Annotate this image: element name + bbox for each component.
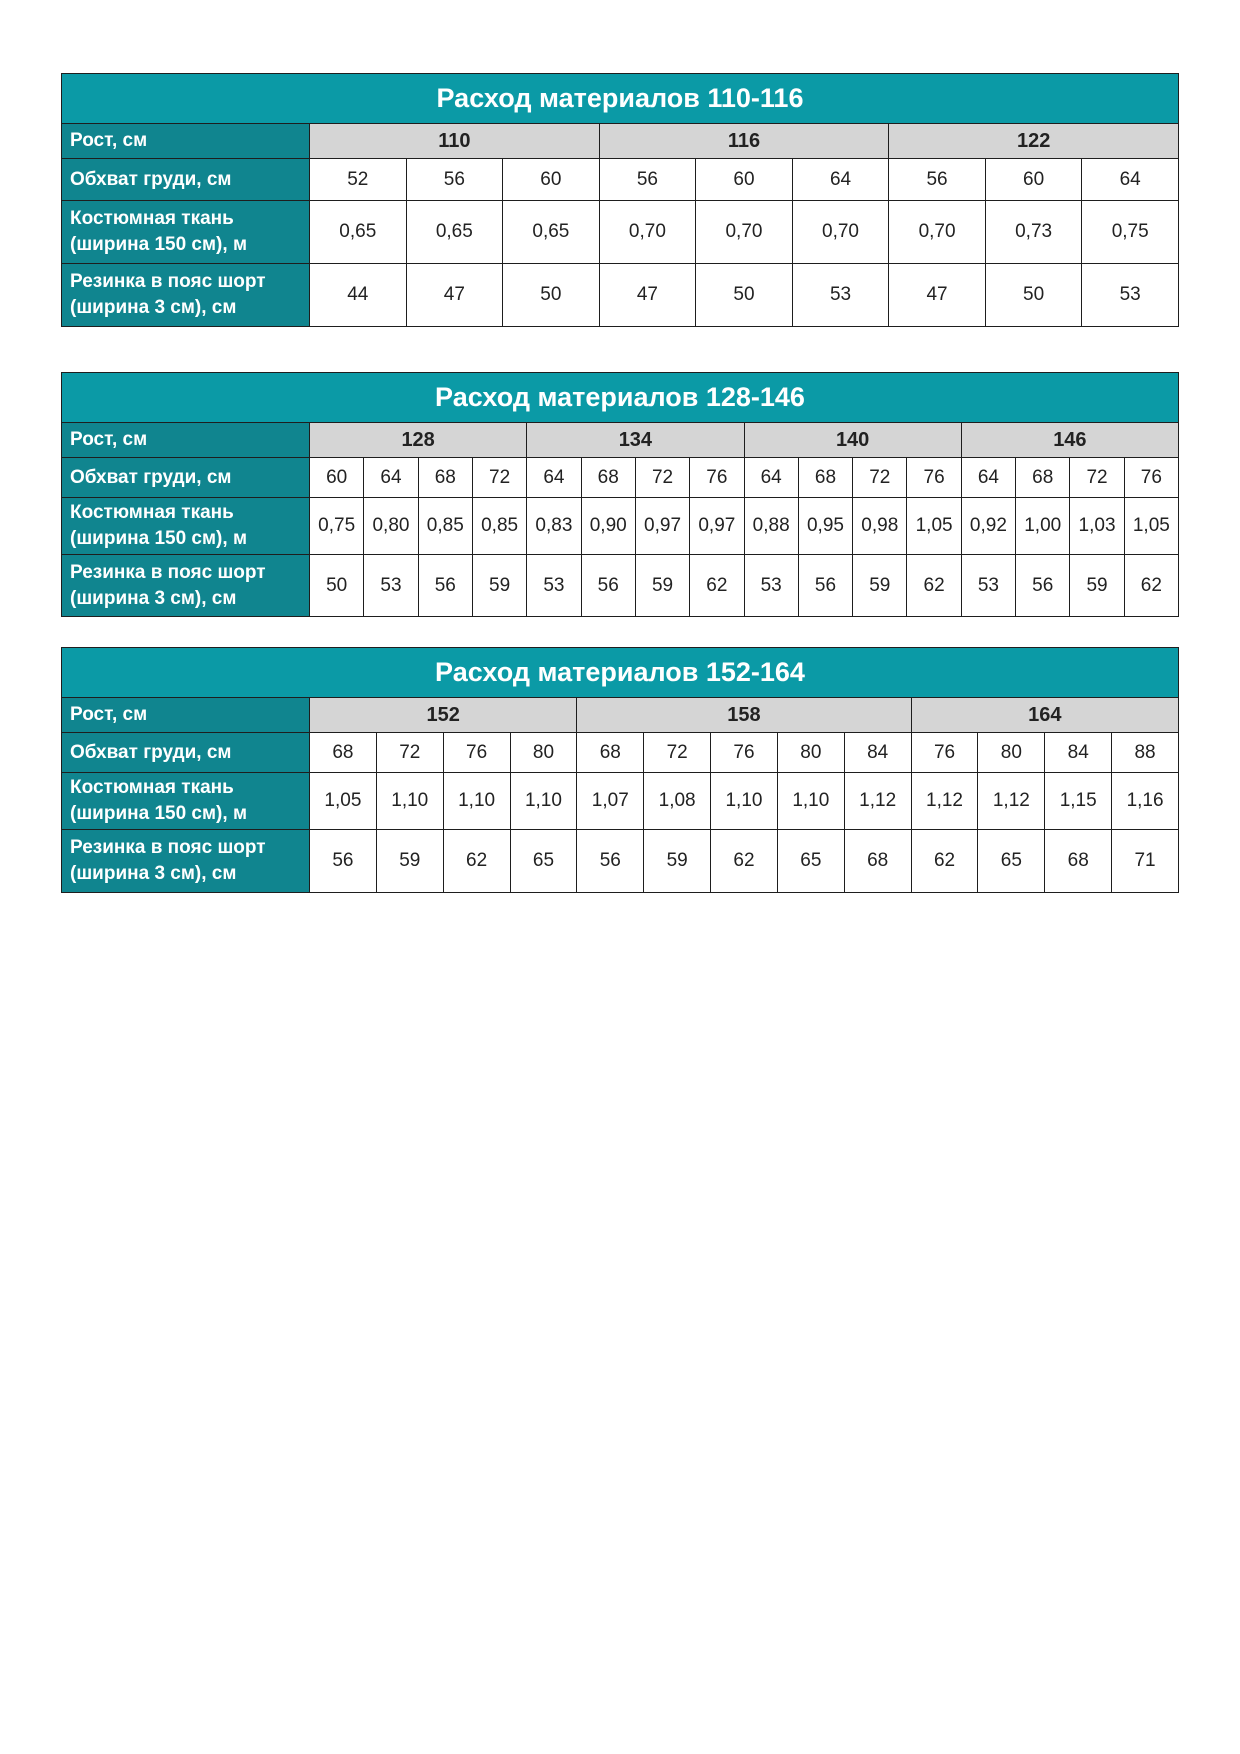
table-title: Расход материалов 128-146 <box>62 373 1179 423</box>
chest-cell: 68 <box>310 733 377 773</box>
height-header: 122 <box>889 124 1179 159</box>
chest-cell: 60 <box>503 159 600 201</box>
chest-cell: 76 <box>711 733 778 773</box>
chest-cell: 76 <box>690 458 744 498</box>
table-title: Расход материалов 110-116 <box>62 74 1179 124</box>
chest-cell: 64 <box>364 458 418 498</box>
elastic-cell: 56 <box>577 830 644 893</box>
elastic-row-label-line-2: (ширина 3 см), см <box>70 863 237 884</box>
fabric-row-label <box>62 498 310 555</box>
fabric-cell: 0,97 <box>635 498 689 555</box>
fabric-cell: 0,98 <box>853 498 907 555</box>
elastic-cell: 62 <box>690 555 744 617</box>
chest-row-label: Обхват груди, см <box>62 159 310 201</box>
elastic-cell: 50 <box>310 555 364 617</box>
fabric-cell: 1,10 <box>777 773 844 830</box>
fabric-cell: 1,10 <box>510 773 577 830</box>
chest-cell: 60 <box>310 458 364 498</box>
elastic-cell: 56 <box>1016 555 1070 617</box>
chest-cell: 80 <box>978 733 1045 773</box>
fabric-row-label <box>62 201 310 264</box>
chest-cell: 76 <box>1124 458 1178 498</box>
fabric-cell: 0,92 <box>961 498 1015 555</box>
chest-cell: 64 <box>961 458 1015 498</box>
fabric-cell: 0,85 <box>418 498 472 555</box>
fabric-cell: 1,00 <box>1016 498 1070 555</box>
elastic-cell: 56 <box>798 555 852 617</box>
elastic-cell: 53 <box>744 555 798 617</box>
fabric-cell: 0,75 <box>310 498 364 555</box>
chest-cell: 72 <box>635 458 689 498</box>
elastic-row-label-line-2: (ширина 3 см), см <box>70 587 237 609</box>
height-row-label: Рост, см <box>62 423 310 458</box>
chest-cell: 80 <box>510 733 577 773</box>
fabric-cell: 0,65 <box>406 201 503 264</box>
elastic-cell: 62 <box>911 830 978 893</box>
material-table <box>61 647 1179 893</box>
chest-cell: 64 <box>1082 159 1179 201</box>
fabric-cell: 0,83 <box>527 498 581 555</box>
fabric-cell: 0,65 <box>503 201 600 264</box>
fabric-row-label-line-1: Костюмная ткань <box>70 777 234 798</box>
fabric-cell: 0,75 <box>1082 201 1179 264</box>
height-header: 146 <box>961 423 1178 458</box>
elastic-row-label-line-1: Резинка в пояс шорт <box>70 837 266 858</box>
chest-cell: 88 <box>1112 733 1179 773</box>
elastic-cell: 62 <box>1124 555 1178 617</box>
fabric-row-label-line-1: Костюмная ткань <box>70 208 234 229</box>
chest-cell: 68 <box>577 733 644 773</box>
chest-cell: 72 <box>644 733 711 773</box>
chest-cell: 72 <box>853 458 907 498</box>
fabric-cell: 1,07 <box>577 773 644 830</box>
height-header: 116 <box>599 124 889 159</box>
elastic-cell: 71 <box>1112 830 1179 893</box>
fabric-cell: 0,88 <box>744 498 798 555</box>
chest-cell: 68 <box>418 458 472 498</box>
elastic-cell: 47 <box>406 264 503 327</box>
elastic-cell: 56 <box>581 555 635 617</box>
elastic-cell: 53 <box>527 555 581 617</box>
material-table <box>61 73 1179 327</box>
elastic-cell: 53 <box>792 264 889 327</box>
height-header: 140 <box>744 423 961 458</box>
fabric-cell: 0,95 <box>798 498 852 555</box>
elastic-row-label <box>62 555 310 617</box>
fabric-cell: 1,16 <box>1112 773 1179 830</box>
elastic-cell: 53 <box>961 555 1015 617</box>
height-header: 164 <box>911 698 1178 733</box>
chest-row-label: Обхват груди, см <box>62 458 310 498</box>
height-header: 134 <box>527 423 744 458</box>
chest-row-label: Обхват груди, см <box>62 733 310 773</box>
chest-cell: 56 <box>599 159 696 201</box>
chest-cell: 64 <box>527 458 581 498</box>
fabric-cell: 1,08 <box>644 773 711 830</box>
elastic-cell: 68 <box>844 830 911 893</box>
elastic-cell: 47 <box>889 264 986 327</box>
elastic-cell: 47 <box>599 264 696 327</box>
fabric-cell: 1,05 <box>907 498 961 555</box>
height-row-label: Рост, см <box>62 698 310 733</box>
elastic-cell: 62 <box>907 555 961 617</box>
chest-cell: 84 <box>844 733 911 773</box>
fabric-cell: 1,10 <box>443 773 510 830</box>
chest-cell: 64 <box>792 159 889 201</box>
elastic-cell: 56 <box>310 830 377 893</box>
chest-cell: 68 <box>1016 458 1070 498</box>
fabric-cell: 1,12 <box>978 773 1045 830</box>
elastic-cell: 53 <box>364 555 418 617</box>
chest-cell: 72 <box>472 458 526 498</box>
elastic-row-label-line-2: (ширина 3 см), см <box>70 297 237 318</box>
chest-cell: 64 <box>744 458 798 498</box>
elastic-cell: 59 <box>635 555 689 617</box>
elastic-cell: 59 <box>376 830 443 893</box>
chest-cell: 76 <box>907 458 961 498</box>
elastic-cell: 59 <box>472 555 526 617</box>
fabric-cell: 1,10 <box>376 773 443 830</box>
elastic-cell: 59 <box>644 830 711 893</box>
fabric-row-label-line-2: (ширина 150 см), м <box>70 528 247 549</box>
fabric-cell: 1,05 <box>1124 498 1178 555</box>
fabric-row-label <box>62 773 310 830</box>
elastic-row-label-line-1: Резинка в пояс шорт <box>70 561 266 583</box>
elastic-cell: 68 <box>1045 830 1112 893</box>
elastic-cell: 59 <box>853 555 907 617</box>
chest-cell: 84 <box>1045 733 1112 773</box>
chest-cell: 76 <box>443 733 510 773</box>
fabric-cell: 0,85 <box>472 498 526 555</box>
chest-cell: 72 <box>1070 458 1124 498</box>
chest-cell: 60 <box>696 159 793 201</box>
elastic-cell: 65 <box>777 830 844 893</box>
fabric-cell: 1,03 <box>1070 498 1124 555</box>
elastic-row-label-line-1: Резинка в пояс шорт <box>70 271 266 292</box>
chest-cell: 80 <box>777 733 844 773</box>
height-header: 110 <box>310 124 600 159</box>
fabric-cell: 1,05 <box>310 773 377 830</box>
chest-cell: 52 <box>310 159 407 201</box>
chest-cell: 72 <box>376 733 443 773</box>
elastic-cell: 50 <box>985 264 1082 327</box>
fabric-cell: 1,12 <box>844 773 911 830</box>
chest-cell: 68 <box>581 458 635 498</box>
elastic-cell: 62 <box>711 830 778 893</box>
elastic-cell: 65 <box>510 830 577 893</box>
elastic-row-label <box>62 830 310 893</box>
fabric-cell: 0,65 <box>310 201 407 264</box>
chest-cell: 56 <box>406 159 503 201</box>
fabric-cell: 0,70 <box>599 201 696 264</box>
fabric-cell: 0,70 <box>792 201 889 264</box>
chest-cell: 60 <box>985 159 1082 201</box>
elastic-cell: 59 <box>1070 555 1124 617</box>
fabric-cell: 0,70 <box>696 201 793 264</box>
table-title: Расход материалов 152-164 <box>62 648 1179 698</box>
fabric-cell: 1,15 <box>1045 773 1112 830</box>
chest-cell: 56 <box>889 159 986 201</box>
fabric-cell: 0,70 <box>889 201 986 264</box>
elastic-cell: 65 <box>978 830 1045 893</box>
chest-cell: 76 <box>911 733 978 773</box>
elastic-cell: 44 <box>310 264 407 327</box>
elastic-cell: 56 <box>418 555 472 617</box>
fabric-row-label-line-1: Костюмная ткань <box>70 502 234 523</box>
fabric-cell: 0,73 <box>985 201 1082 264</box>
height-header: 158 <box>577 698 911 733</box>
fabric-row-label-line-2: (ширина 150 см), м <box>70 234 247 255</box>
elastic-row-label <box>62 264 310 327</box>
height-header: 128 <box>310 423 527 458</box>
elastic-cell: 50 <box>503 264 600 327</box>
fabric-row-label-line-2: (ширина 150 см), м <box>70 803 247 824</box>
elastic-cell: 53 <box>1082 264 1179 327</box>
height-header: 152 <box>310 698 577 733</box>
chest-cell: 68 <box>798 458 852 498</box>
fabric-cell: 1,12 <box>911 773 978 830</box>
elastic-cell: 62 <box>443 830 510 893</box>
fabric-cell: 0,97 <box>690 498 744 555</box>
material-table <box>61 372 1179 617</box>
height-row-label: Рост, см <box>62 124 310 159</box>
fabric-cell: 0,90 <box>581 498 635 555</box>
fabric-cell: 0,80 <box>364 498 418 555</box>
elastic-cell: 50 <box>696 264 793 327</box>
fabric-cell: 1,10 <box>711 773 778 830</box>
